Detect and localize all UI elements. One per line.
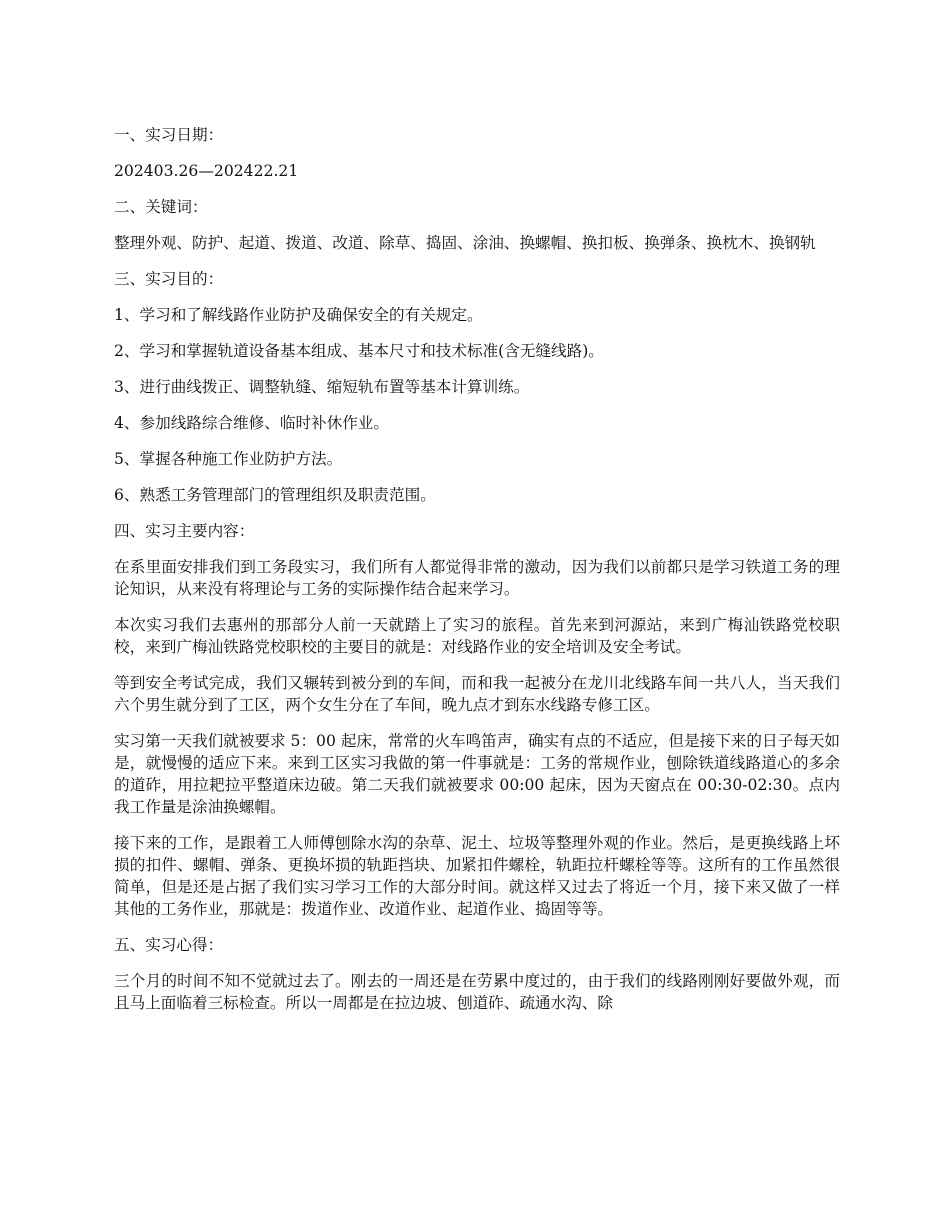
purpose-item-4: 4、参加线路综合维修、临时补休作业。 — [114, 414, 390, 432]
heading-purpose: 三、实习目的： — [114, 270, 224, 288]
heading-reflection: 五、实习心得： — [114, 936, 224, 954]
purpose-item-5: 5、掌握各种施工作业防护方法。 — [114, 450, 343, 468]
heading-main-content: 四、实习主要内容： — [114, 522, 255, 540]
heading-internship-date: 一、实习日期： — [114, 126, 224, 144]
heading-keywords: 二、关键词： — [114, 198, 208, 216]
purpose-item-2: 2、学习和掌握轨道设备基本组成、基本尺寸和技术标准(含无缝线路)。 — [114, 342, 604, 360]
content-paragraph-1: 在系里面安排我们到工务段实习，我们所有人都觉得非常的激动，因为我们以前都只是学习铁道工务的理论知识，从来没有将理论与工务的实际操作结合起来学习。 — [114, 558, 840, 598]
reflection-paragraph-1: 三个月的时间不知不觉就过去了。刚去的一周还是在劳累中度过的，由于我们的线路刚刚好要做外观，而且马上面临着三标检查。所以一周都是在拉边坡、刨道砟、疏通水沟、除 — [114, 972, 840, 1012]
keywords-text: 整理外观、防护、起道、拨道、改道、除草、捣固、涂油、换螺帽、换扣板、换弹条、换枕木、换钢轨 — [114, 234, 816, 252]
purpose-item-3: 3、进行曲线拨正、调整轨缝、缩短轨布置等基本计算训练。 — [114, 378, 530, 396]
content-paragraph-4: 实习第一天我们就被要求 5：00 起床，常常的火车鸣笛声，确实有点的不适应，但是接下来的日子每天如是，就慢慢的适应下来。来到工区实习我做的第一件事就是：工务的常规作业，刨除铁道线路道心的多余的道砟，用拉耙拉平整道床边破。第二天我们就被要求 00:00 起床，因为天窗点在 00:30-02:30。点内我工作量是涂油换螺帽。 — [114, 732, 840, 816]
document-page — [114, 124, 840, 1028]
content-paragraph-2: 本次实习我们去惠州的那部分人前一天就踏上了实习的旅程。首先来到河源站，来到广梅汕铁路党校职校，来到广梅汕铁路党校职校的主要目的就是：对线路作业的安全培训及安全考试。 — [114, 616, 840, 656]
internship-date-range: 202403.26—202422.21 — [114, 162, 299, 180]
purpose-item-6: 6、熟悉工务管理部门的管理组织及职责范围。 — [114, 486, 436, 504]
content-paragraph-5: 接下来的工作，是跟着工人师傅刨除水沟的杂草、泥土、垃圾等整理外观的作业。然后，是更换线路上坏损的扣件、螺帽、弹条、更换坏损的轨距挡块、加紧扣件螺栓，轨距拉杆螺栓等等。这所有的工作虽然很简单，但是还是占据了我们实习学习工作的大部分时间。就这样又过去了将近一个月，接下来又做了一样其他的工务作业，那就是：拨道作业、改道作业、起道作业、捣固等等。 — [114, 834, 840, 918]
purpose-item-1: 1、学习和了解线路作业防护及确保安全的有关规定。 — [114, 306, 483, 324]
content-paragraph-3: 等到安全考试完成，我们又辗转到被分到的车间，而和我一起被分在龙川北线路车间一共八人，当天我们六个男生就分到了工区，两个女生分在了车间，晚九点才到东水线路专修工区。 — [114, 674, 840, 714]
